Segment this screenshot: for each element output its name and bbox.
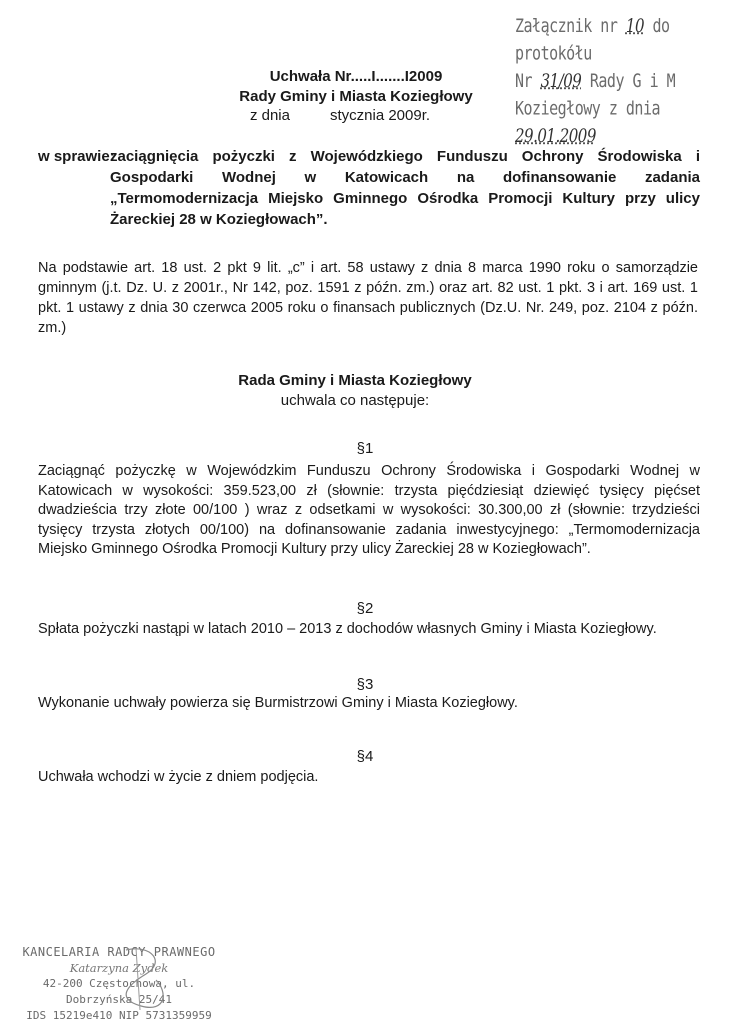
stamp-number-label: Nr xyxy=(515,69,533,92)
paragraph-mark-3: §3 xyxy=(356,676,374,693)
stamp-council-label: Rady G i M xyxy=(589,69,676,92)
stamp-line-attachment xyxy=(515,12,725,67)
resolves-subtitle: uchwala co następuje: xyxy=(280,392,430,409)
paragraph-mark-2: §2 xyxy=(356,600,374,617)
paragraph-text-2: Spłata pożyczki nastąpi w latach 2010 – 2013 z dochodów własnych Gminy i Miasta Koziegłowy. xyxy=(38,621,657,637)
paragraph-mark-1: §1 xyxy=(356,440,374,457)
stamp-protocol-number: 31/09 xyxy=(540,69,582,92)
stamp-date-value: 29.01.2009 xyxy=(515,124,596,147)
date-prefix: z dnia xyxy=(249,107,290,124)
legal-office-stamp xyxy=(14,944,224,1024)
council-name: Rady Gminy i Miasta Koziegłowy xyxy=(239,88,473,105)
resolves-title: Rada Gminy i Miasta Koziegłowy xyxy=(238,372,472,389)
paragraph-mark-4: §4 xyxy=(356,748,374,765)
subject-lead: w sprawie: xyxy=(38,148,115,165)
office-person: Katarzyna Zydek xyxy=(69,961,169,975)
stamp-attachment-label: Załącznik nr xyxy=(515,14,618,37)
paragraph-text-3: Wykonanie uchwały powierza się Burmistrzowi Gminy i Miasta Koziegłowy. xyxy=(38,695,518,711)
paragraph-text-4: Uchwała wchodzi w życie z dniem podjęcia. xyxy=(38,769,319,785)
office-name: KANCELARIA RADCY PRAWNEGO xyxy=(22,945,216,959)
stamp-date-label: Koziegłowy z dnia xyxy=(515,97,661,120)
date-value: stycznia 2009r. xyxy=(329,107,431,124)
resolution-number: Uchwała Nr.....I.......I2009 xyxy=(269,68,443,85)
stamp-attachment-number: 10 xyxy=(625,14,644,37)
office-address: 42-200 Częstochowa, ul. Dobrzyńska 25/41 xyxy=(42,977,196,1006)
paragraph-text-1: Zaciągnąć pożyczkę w Wojewódzkim Funduszu Ochrony Środowiska i Gospodarki Wodnej w Katowicach w wysokości: 359.523,00 zł (słownie: trzysta pięćdziesiąt dziewięć tysięcy pięćset dwadzieścia trzy złote 00/100 ) wraz z odsetkami w wysokości: 30.300,00 zł (słownie: trzydzieści tysięcy trzysta złotych 00/100) na dofinansowanie zadania inwestycyjnego: „Termomodernizacja Miejsko Gminnego Ośrodka Promocji Kultury przy ulicy Żareckiej 28 w Koziegłowach”. xyxy=(38,463,700,557)
legal-basis: Na podstawie art. 18 ust. 2 pkt 9 lit. „c” i art. 58 ustawy z dnia 8 marca 1990 roku o samorządzie gminnym (j.t. Dz. U. z 2001r., Nr 142, poz. 1591 z późn. zm.) oraz art. 82 ust. 1 pkt. 3 i art. 169 ust. 1 pkt. 1 ustawy z dnia 30 czerwca 2005 roku o finansach publicznych (Dz.U. Nr. 249, poz. 2104 z późn. zm.) xyxy=(38,260,698,336)
office-ids: IDS 15219e410 NIP 5731359959 xyxy=(26,1009,212,1022)
resolution-subject xyxy=(38,146,700,230)
resolution-date xyxy=(0,107,680,124)
signature-scribble-icon xyxy=(106,944,176,1014)
stamp-attachment-suffix: do protokółu xyxy=(515,14,670,65)
subject-text: zaciągnięcia pożyczki z Wojewódzkiego Funduszu Ochrony Środowiska i Gospodarki Wodnej w Katowicach na dofinansowanie zadania „Termomodernizacja Miejsko Gminnego Ośrodka Promocji Kultury przy ulicy Żareckiej 28 w Koziegłowach”. xyxy=(110,148,700,228)
